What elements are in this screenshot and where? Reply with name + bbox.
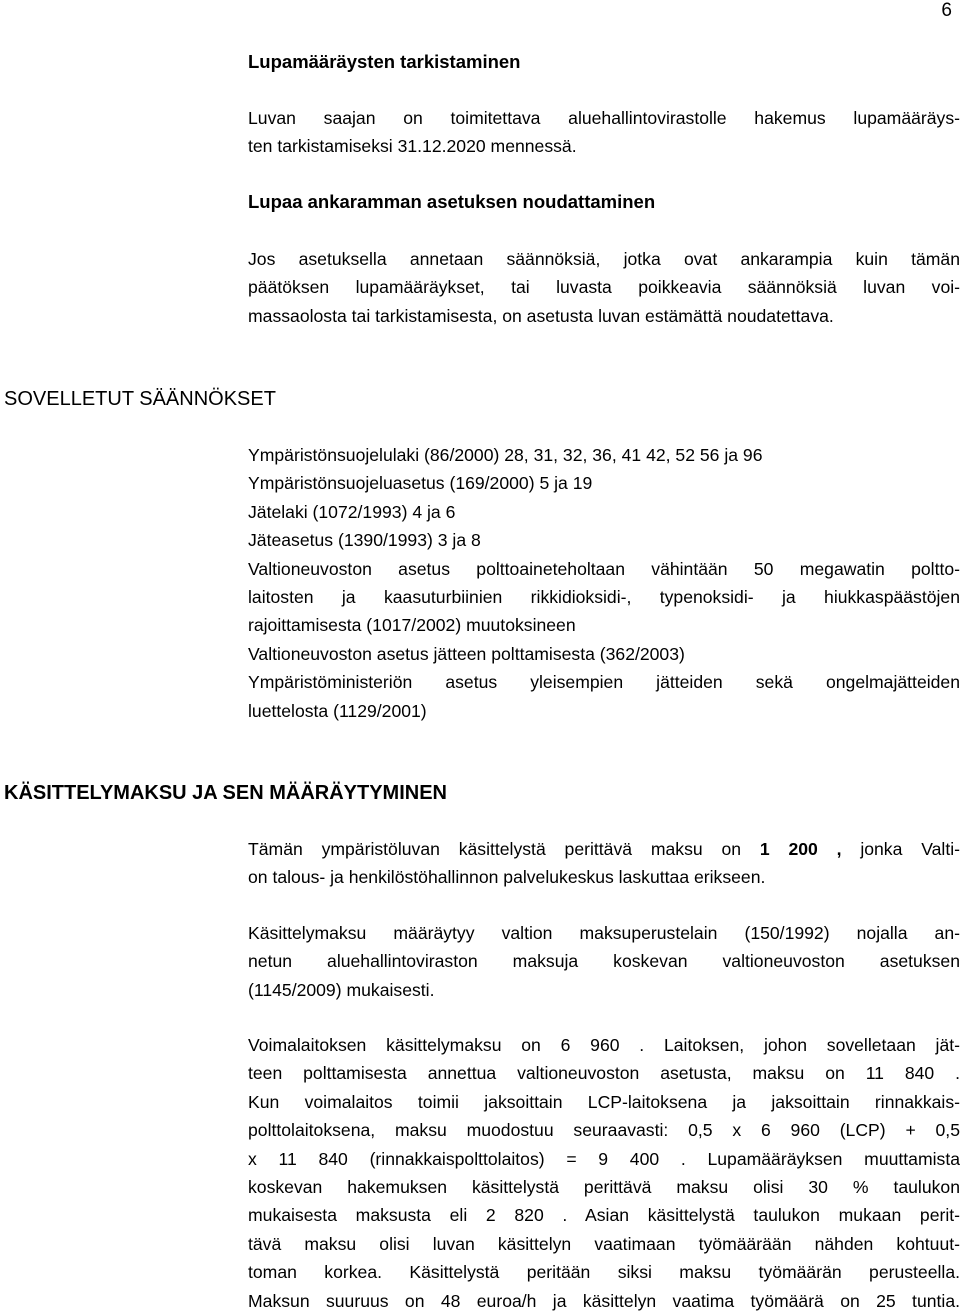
heading-sovelletut: SOVELLETUT SÄÄNNÖKSET — [4, 388, 276, 410]
statute-item: Valtioneuvoston asetus jätteen polttamisesta (362/2003) — [248, 643, 685, 664]
statute-item: Jäteasetus (1390/1993) 3 ja 8 — [248, 530, 481, 551]
list-sovelletut — [248, 441, 960, 725]
text-line: päätöksen lupamääräykset, tai luvasta poikkeavia säännöksiä luvan voi- — [248, 277, 960, 298]
text-line: netun aluehallintoviraston maksuja koskevan valtioneuvoston asetuksen — [248, 951, 960, 972]
text-line: Voimalaitoksen käsittelymaksu on 6 960 . Laitoksen, johon sovelletaan jät- — [248, 1035, 960, 1055]
page-number: 6 — [941, 0, 952, 21]
fee-amount: 1 200 , — [759, 839, 842, 859]
text-line: on talous- ja henkilöstöhallinnon palvelukeskus laskuttaa erikseen. — [248, 867, 766, 888]
paragraph-lupamaaraysten — [248, 104, 960, 161]
text-line: tävä maksu olisi luvan käsittelyn vaatimaan työmäärään nähden kohtuut- — [248, 1233, 960, 1254]
text-line: ten tarkistamiseksi 31.12.2020 mennessä. — [248, 136, 577, 157]
text-line: teen polttamisesta annettua valtioneuvoston asetusta, maksu on 11 840 . — [248, 1063, 960, 1084]
text-line: toman korkea. Käsittelystä peritään siksi maksu työmäärän perusteella. — [248, 1262, 960, 1283]
heading-lupaa-ankaramman: Lupaa ankaramman asetuksen noudattaminen — [248, 191, 656, 212]
heading-lupamaaraysten: Lupamääräysten tarkistaminen — [248, 51, 521, 72]
text-line: Luvan saajan on toimitettava aluehallintovirastolle hakemus lupamääräys- — [248, 108, 960, 128]
text-line: Käsittelymaksu määräytyy valtion maksuperustelain (150/1992) nojalla an- — [248, 923, 960, 943]
text-line: Jos asetuksella annetaan säännöksiä, jotka ovat ankarampia kuin tämän — [248, 249, 960, 269]
paragraph-kasittelymaksu-1 — [248, 835, 960, 892]
text-line: polttolaitoksena, maksu muodostuu seuraavasti: 0,5 x 6 960 (LCP) + 0,5 — [248, 1120, 960, 1141]
text-line: massaolosta tai tarkistamisesta, on asetusta luvan estämättä noudatettava. — [248, 305, 834, 326]
text-segment: Tämän ympäristöluvan käsittelystä perittävä maksu on — [248, 839, 760, 859]
heading-kasittelymaksu: KÄSITTELYMAKSU JA SEN MÄÄRÄYTYMINEN — [4, 782, 447, 804]
text-line: Maksun suuruus on 48 euroa/h ja käsittelyn vaatima työmäärä on 25 tuntia. — [248, 1290, 960, 1311]
statute-item: rajoittamisesta (1017/2002) muutoksineen — [248, 615, 576, 636]
text-line: x 11 840 (rinnakkaispolttolaitos) = 9 400 . Lupamääräyksen muuttamista — [248, 1148, 960, 1169]
statute-item: Ympäristöministeriön asetus yleisempien jätteiden sekä ongelmajätteiden — [248, 672, 960, 693]
statute-item: Jätelaki (1072/1993) 4 ja 6 — [248, 501, 456, 522]
text-line: koskevan hakemuksen käsittelystä perittävä maksu olisi 30 % taulukon — [248, 1177, 960, 1198]
paragraph-kasittelymaksu-3 — [248, 1031, 960, 1315]
text-line — [248, 835, 960, 863]
text-line: Kun voimalaitos toimii jaksoittain LCP-laitoksena ja jaksoittain rinnakkais- — [248, 1091, 960, 1112]
statute-item: luettelosta (1129/2001) — [248, 700, 427, 721]
statute-item: Ympäristönsuojeluasetus (169/2000) 5 ja 19 — [248, 473, 593, 494]
text-line: mukaisesta maksusta eli 2 820 . Asian käsittelystä taulukon mukaan perit- — [248, 1205, 960, 1226]
text-segment: jonka Valti- — [841, 839, 960, 859]
paragraph-kasittelymaksu-2 — [248, 919, 960, 1004]
statute-item: Ympäristönsuojelulaki (86/2000) 28, 31, 32, 36, 41 42, 52 56 ja 96 — [248, 445, 763, 465]
statute-item: laitosten ja kaasuturbiinien rikkidioksidi-, typenoksidi- ja hiukkaspäästöjen — [248, 587, 960, 608]
statute-item: Valtioneuvoston asetus polttoaineteholtaan vähintään 50 megawatin poltto- — [248, 558, 960, 579]
text-line: (1145/2009) mukaisesti. — [248, 979, 435, 1000]
paragraph-lupaa-ankaramman — [248, 245, 960, 330]
